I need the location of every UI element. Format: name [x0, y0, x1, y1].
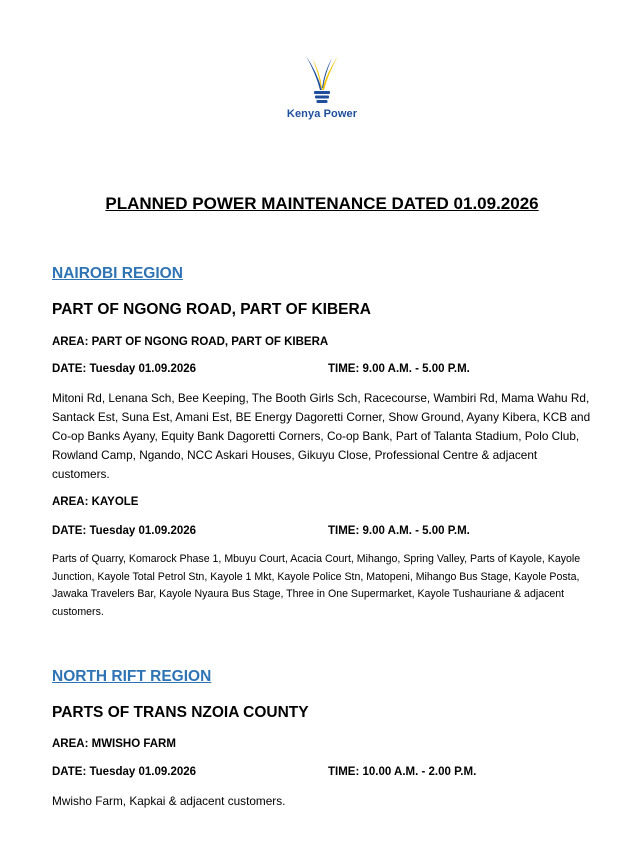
date-label: DATE: Tuesday 01.09.2026 [52, 525, 197, 537]
time-label: TIME: 9.00 A.M. - 5.00 P.M. [328, 525, 470, 537]
section-heading: PART OF NGONG ROAD, PART OF KIBERA [52, 301, 371, 318]
date-label: DATE: Tuesday 01.09.2026 [52, 363, 197, 375]
region-heading-nairobi: NAIROBI REGION [52, 265, 183, 282]
kenya-power-logo [0, 54, 644, 120]
document-title: PLANNED POWER MAINTENANCE DATED 01.09.2026 [105, 194, 539, 213]
area-label: AREA: MWISHO FARM [52, 738, 176, 750]
area-label: AREA: KAYOLE [52, 496, 139, 508]
time-label: TIME: 9.00 A.M. - 5.00 P.M. [328, 363, 470, 375]
region-heading-north-rift: NORTH RIFT REGION [52, 668, 212, 685]
date-label: DATE: Tuesday 01.09.2026 [52, 766, 197, 778]
kenya-power-emblem-icon [302, 54, 342, 106]
affected-areas-text: Mwisho Farm, Kapkai & adjacent customers. [52, 794, 286, 808]
time-label: TIME: 10.00 A.M. - 2.00 P.M. [328, 766, 477, 778]
logo-text: Kenya Power [286, 108, 358, 120]
area-label: AREA: PART OF NGONG ROAD, PART OF KIBERA [52, 336, 329, 348]
affected-areas-text: Mitoni Rd, Lenana Sch, Bee Keeping, The Booth Girls Sch, Racecourse, Wambiri Rd, Mama Wahu Rd, Santack Est, Suna Est, Amani Est, BE Energy Dagoretti Corner, Show Ground, Ayany Kibera, KCB and Co-op Banks Ayany, Equity Bank Dagoretti Corners, Co-op Bank, Part of Talanta Stadium, Polo Club, Rowland Camp, Ngando, NCC Askari Houses, Gikuyu Close, Professional Centre & adjacent customers. [52, 391, 591, 481]
section-heading: PARTS OF TRANS NZOIA COUNTY [52, 704, 309, 721]
affected-areas-text: Parts of Quarry, Komarock Phase 1, Mbuyu Court, Acacia Court, Mihango, Spring Valley, Parts of Kayole, Kayole Junction, Kayole Total Petrol Stn, Kayole 1 Mkt, Kayole Police Stn, Matopeni, Mihango Bus Stage, Kayole Posta, Jawaka Travelers Bar, Kayole Nyaura Bus Stage, Three in One Supermarket, Kayole Tushauriane & adjacent customers. [52, 553, 581, 618]
